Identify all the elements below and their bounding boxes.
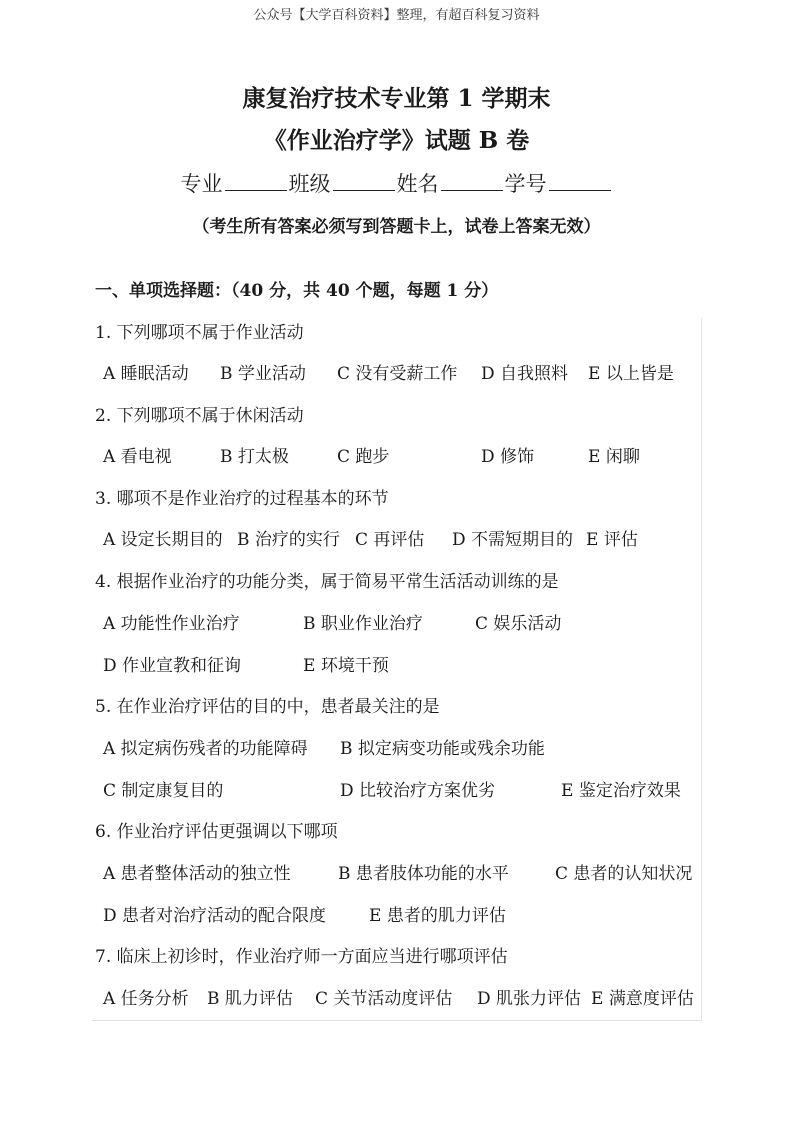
option: C 没有受薪工作 <box>337 364 458 384</box>
option: B 拟定病变功能或残余功能 <box>340 739 545 759</box>
question-stem: 4. 根据作业治疗的功能分类，属于简易平常生活活动训练的是 <box>95 572 559 592</box>
option: D 比较治疗方案优劣 <box>340 781 496 801</box>
student-info-line <box>0 168 793 198</box>
option: C 制定康复目的 <box>103 781 224 801</box>
info-field-class: 班级 <box>288 172 331 196</box>
question-stem: 2. 下列哪项不属于休闲活动 <box>95 406 304 426</box>
section-title: 一、单项选择题：（40 分，共 40 个题，每题 1 分） <box>95 281 499 301</box>
questions-area <box>92 318 702 1021</box>
student-id-blank <box>549 168 611 191</box>
option: D 不需短期目的 <box>452 530 574 550</box>
option: B 肌力评估 <box>207 989 293 1009</box>
major-blank <box>225 168 287 191</box>
option: D 肌张力评估 <box>477 989 582 1009</box>
question-stem: 7. 临床上初诊时，作业治疗师一方面应当进行哪项评估 <box>95 947 508 967</box>
option: B 打太极 <box>220 447 289 467</box>
info-field-major: 专业 <box>180 172 223 196</box>
option: D 患者对治疗活动的配合限度 <box>103 906 327 926</box>
exam-title-line1: 康复治疗技术专业第 1 学期末 <box>242 85 551 112</box>
option: B 学业活动 <box>220 364 306 384</box>
option: C 娱乐活动 <box>475 614 562 634</box>
header-note: 公众号【大学百科资料】整理，有超百科复习资料 <box>253 8 540 23</box>
option: E 患者的肌力评估 <box>369 906 506 926</box>
option: A 设定长期目的 <box>103 530 223 550</box>
info-field-student-id: 学号 <box>504 172 547 196</box>
question-stem: 3. 哪项不是作业治疗的过程基本的环节 <box>95 489 389 509</box>
option: C 跑步 <box>337 447 390 467</box>
option: E 闲聊 <box>588 447 640 467</box>
question-stem: 1. 下列哪项不属于作业活动 <box>95 323 304 343</box>
option: A 患者整体活动的独立性 <box>103 864 291 884</box>
option: D 修饰 <box>481 447 535 467</box>
info-field-name: 姓名 <box>396 172 439 196</box>
option: B 治疗的实行 <box>237 530 340 550</box>
option: C 关节活动度评估 <box>315 989 453 1009</box>
option: B 职业作业治疗 <box>303 614 423 634</box>
option: D 自我照料 <box>481 364 569 384</box>
option: E 环境干预 <box>303 656 389 676</box>
option: C 再评估 <box>355 530 425 550</box>
class-blank <box>333 168 395 191</box>
exam-title-line2: 《作业治疗学》试题 B 卷 <box>263 127 530 154</box>
option: A 任务分析 <box>103 989 189 1009</box>
option: A 拟定病伤残者的功能障碍 <box>103 739 308 759</box>
option: C 患者的认知状况 <box>555 864 693 884</box>
question-stem: 6. 作业治疗评估更强调以下哪项 <box>95 822 338 842</box>
option: A 睡眠活动 <box>103 364 189 384</box>
option: E 鉴定治疗效果 <box>561 781 681 801</box>
answer-notice: （考生所有答案必须写到答题卡上，试卷上答案无效） <box>192 217 601 237</box>
question-stem: 5. 在作业治疗评估的目的中，患者最关注的是 <box>95 697 440 717</box>
name-blank <box>441 168 503 191</box>
option: E 评估 <box>586 530 638 550</box>
option: E 满意度评估 <box>591 989 694 1009</box>
option: E 以上皆是 <box>588 364 674 384</box>
option: B 患者肢体功能的水平 <box>338 864 509 884</box>
option: A 功能性作业治疗 <box>103 614 240 634</box>
option: A 看电视 <box>103 447 172 467</box>
option: D 作业宣教和征询 <box>103 656 242 676</box>
